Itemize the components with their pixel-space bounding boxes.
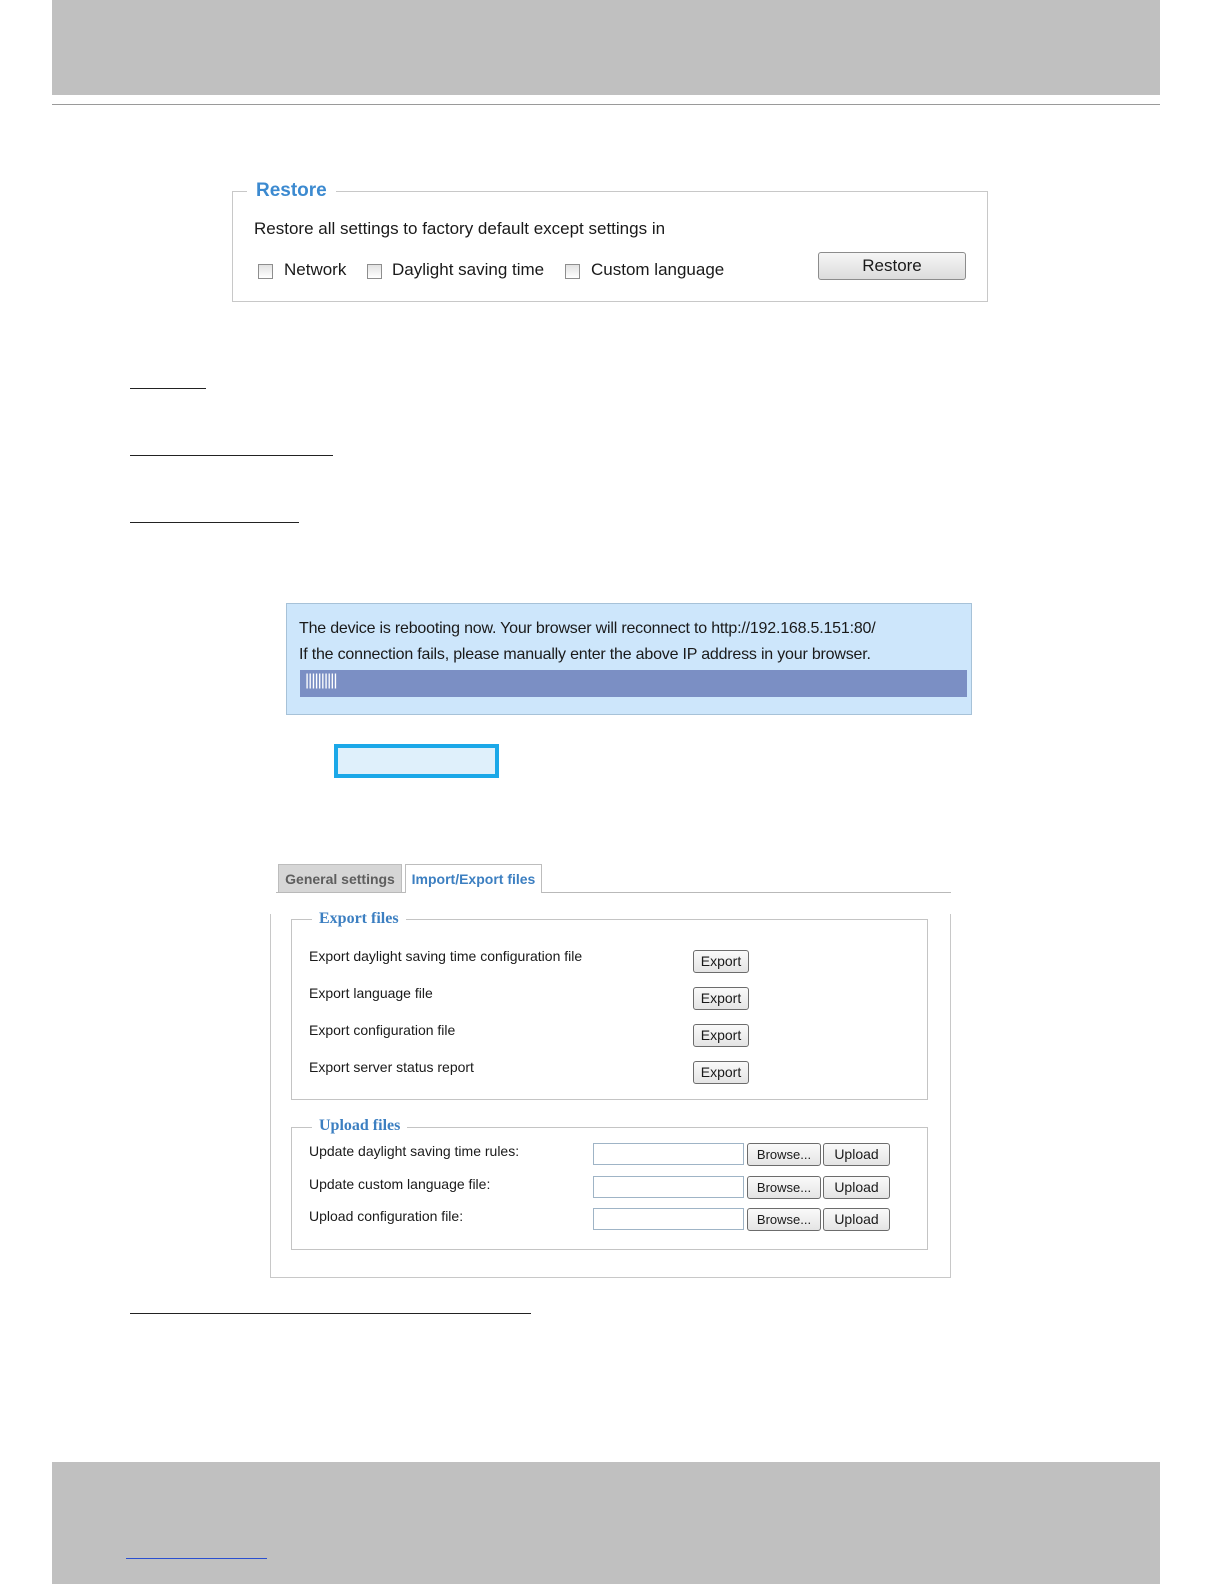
export-files-legend: Export files: [312, 910, 406, 928]
network-checkbox-label: Network: [284, 260, 347, 279]
upload-row-label: Update daylight saving time rules:: [309, 1143, 520, 1159]
daylight-saving-checkbox-label: Daylight saving time: [392, 260, 545, 279]
underline-rule: [130, 522, 299, 523]
language-file-input[interactable]: [593, 1176, 744, 1198]
network-checkbox[interactable]: [258, 264, 273, 279]
highlight-box: [334, 744, 499, 778]
export-configuration-button[interactable]: Export: [693, 1024, 749, 1047]
restore-button[interactable]: Restore: [818, 252, 966, 280]
reboot-progress-bar: [300, 670, 967, 697]
underline-rule: [130, 388, 206, 389]
page-header-band: [52, 0, 1160, 95]
header-divider: [52, 104, 1160, 105]
upload-files-legend: Upload files: [312, 1117, 407, 1135]
page-footer-band: [52, 1462, 1160, 1584]
reboot-message-line: The device is rebooting now. Your browser will reconnect to http://192.168.5.151:80/: [299, 620, 876, 637]
export-row-label: Export language file: [309, 985, 433, 1001]
upload-row-label: Update custom language file:: [309, 1176, 491, 1192]
config-upload-button[interactable]: Upload: [823, 1208, 890, 1231]
progress-ticks: ||||||||||: [305, 672, 337, 689]
dst-rules-file-input[interactable]: [593, 1143, 744, 1165]
export-row-label: Export daylight saving time configuration file: [309, 948, 583, 964]
custom-language-checkbox-label: Custom language: [591, 260, 725, 279]
tab-general-settings[interactable]: General settings: [278, 864, 402, 892]
daylight-saving-checkbox[interactable]: [367, 264, 382, 279]
language-browse-button[interactable]: Browse...: [747, 1176, 821, 1199]
custom-language-checkbox[interactable]: [565, 264, 580, 279]
export-row-label: Export server status report: [309, 1059, 474, 1075]
dst-rules-upload-button[interactable]: Upload: [823, 1143, 890, 1166]
upload-row-label: Upload configuration file:: [309, 1208, 464, 1224]
underline-rule: [130, 455, 333, 456]
underline-rule: [130, 1313, 531, 1314]
config-browse-button[interactable]: Browse...: [747, 1208, 821, 1231]
tab-import-export-files[interactable]: Import/Export files: [405, 864, 542, 893]
restore-fieldset: [232, 191, 988, 302]
export-language-button[interactable]: Export: [693, 987, 749, 1010]
export-dst-config-button[interactable]: Export: [693, 950, 749, 973]
export-status-report-button[interactable]: Export: [693, 1061, 749, 1084]
restore-description: Restore all settings to factory default except settings in: [254, 219, 666, 238]
export-row-label: Export configuration file: [309, 1022, 456, 1038]
restore-legend: Restore: [247, 180, 336, 202]
dst-rules-browse-button[interactable]: Browse...: [747, 1143, 821, 1166]
language-upload-button[interactable]: Upload: [823, 1176, 890, 1199]
config-file-input[interactable]: [593, 1208, 744, 1230]
reboot-message-line: If the connection fails, please manually enter the above IP address in your browser.: [299, 646, 871, 663]
footer-link-underline[interactable]: [126, 1558, 267, 1559]
